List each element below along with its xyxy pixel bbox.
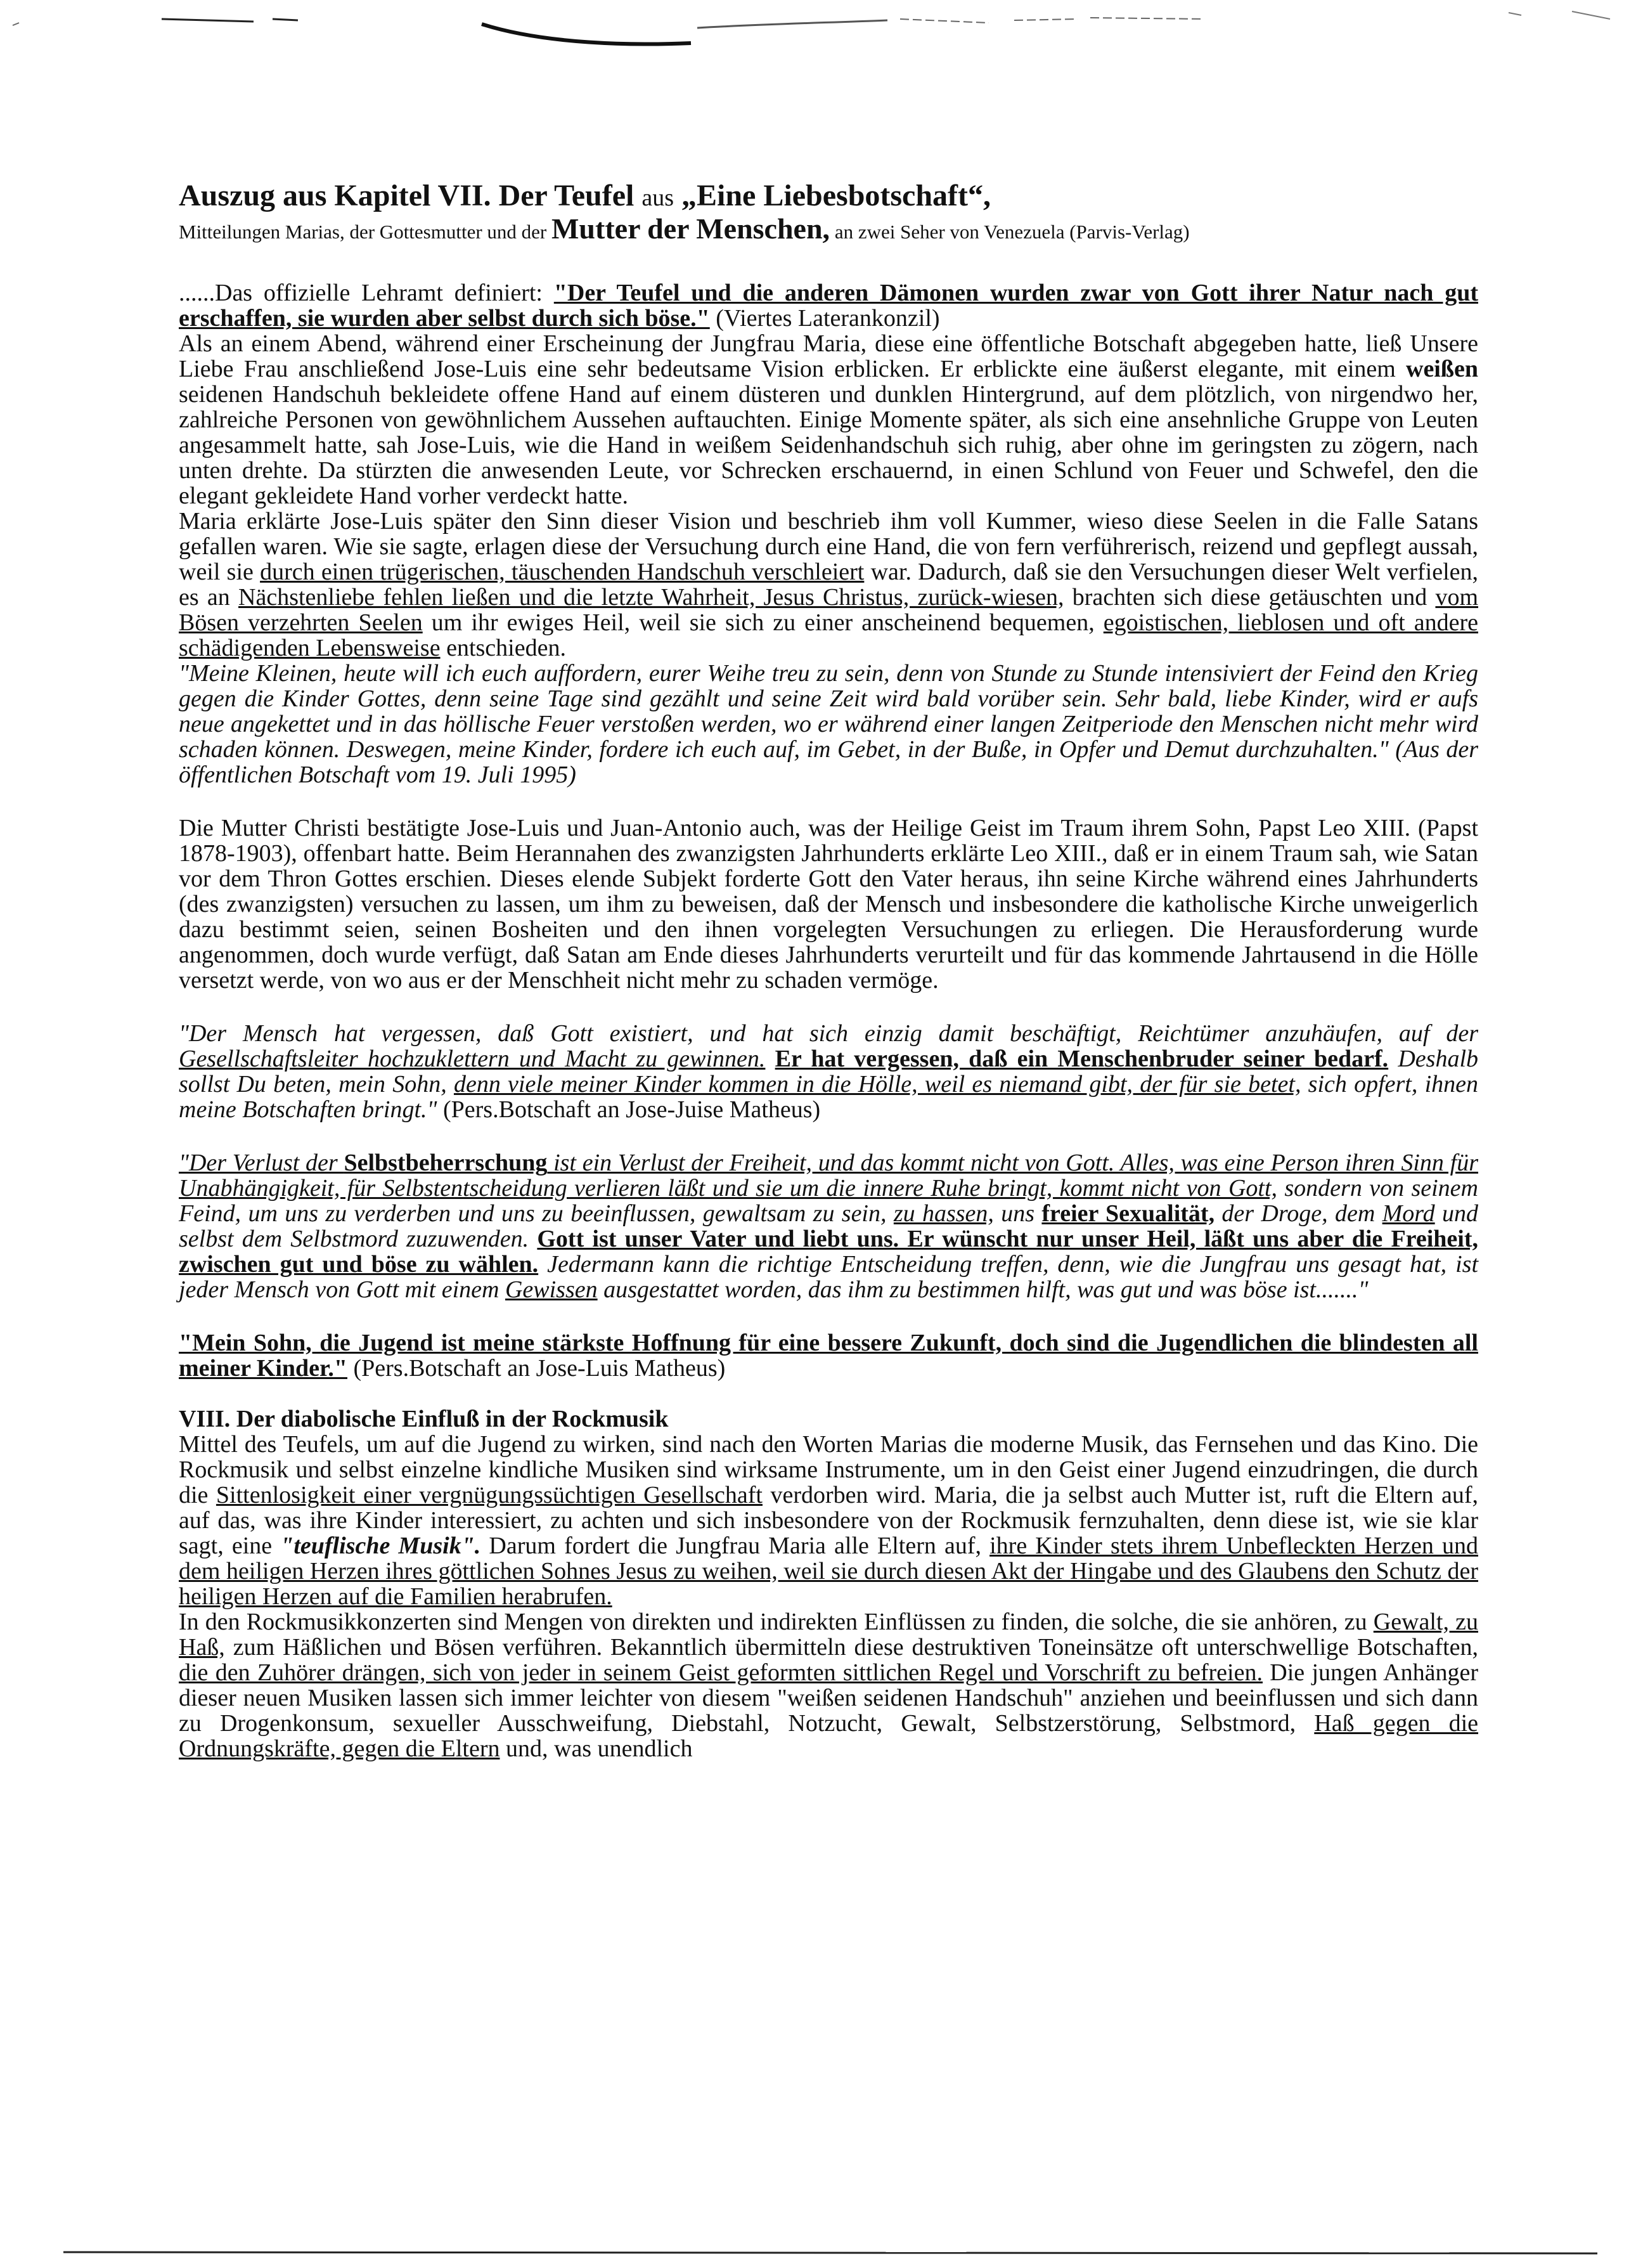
paragraph-konzerte: In den Rockmusikkonzerten sind Mengen von direkten und indirekten Einflüssen zu finden, die solche, die sie anhören, zu Gewalt, zu Haß, zum Häßlichen und Bösen verführen. Bekanntlich übermitteln diese destruktiven Toneinsätze oft unterschwellige Botschaften, die den Zuhörer drängen, sich von jeder in seinem Geist geformten sittlichen Regel und Vorschrift zu befreien. Die jungen Anhänger dieser neuen Musiken lassen sich immer leichter von diesem "weißen seidenen Handschuh" anziehen und beeinflussen und sich dann zu Drogenkonsum, sexueller Ausschweifung, Diebstahl, Notzucht, Gewalt, Selbstzerstörung, Selbstmord, Haß gegen die Ordnungskräfte, gegen die Eltern und, was unendlich: [179, 1609, 1479, 1762]
paragraph-leo-xiii: Die Mutter Christi bestätigte Jose-Luis und Juan-Antonio auch, was der Heilige Geist im Traum ihrem Sohn, Papst Leo XIII. (Papst 1878-1903), offenbart hatte. Beim Herannahen des zwanzigsten Jahrhunderts erklärte Leo XIII., daß er in einem Traum sah, wie Satan vor dem Thron Gottes erschien. Dieses elende Subjekt forderte Gott den Vater heraus, ihn seine Kirche während eines Jahrhunderts (des zwanzigsten) versuchen zu lassen, um ihm zu beweisen, daß der Mensch und insbesondere die katholische Kirche unweigerlich dazu bestimmt seien, seinen Bosheiten und den ihnen vorgelegten Versuchungen zu erliegen. Die Herausforderung wurde angenommen, doch wurde verfügt, daß Satan am Ende dieses Jahrhunderts verurteilt und für das kommende Jahrtausend in die Hölle versetzt werde, von wo aus er der Menschheit nicht mehr zu schaden vermöge.: [179, 815, 1478, 994]
paragraph-lehramt: ......Das offizielle Lehramt definiert: "Der Teufel und die anderen Dämonen wurden zwar von Gott ihrer Natur nach gut erschaffen, sie wurden aber selbst durch sich böse." (Viertes Laterankonzil): [179, 280, 1478, 332]
title-prefix: Auszug aus Kapitel VII. Der Teufel: [179, 179, 635, 212]
section-heading-viii: VIII. Der diabolische Einfluß in der Rockmusik: [179, 1406, 669, 1432]
paragraph-selbstbeherrschung: "Der Verlust der Selbstbeherrschung ist ein Verlust der Freiheit, und das kommt nicht von Gott. Alles, was eine Person ihren Sinn für Unabhängigkeit, für Selbstentscheidung verlieren läßt und sie um die innere Ruhe bringt, kommt nicht von Gott, sondern von seinem Feind, um uns zu verderben und uns zu beeinflussen, gewaltsam zu sein, zu hassen, uns freier Sexualität, der Droge, dem Mord und selbst dem Selbstmord zuzuwenden. Gott ist unser Vater und liebt uns. Er wünscht nur unser Heil, läßt uns aber die Freiheit, zwischen gut und böse zu wählen. Jedermann kann die richtige Entscheidung treffen, denn, wie die Jungfrau uns gesagt hat, ist jeder Mensch von Gott mit einem Gewissen ausgestattet worden, das ihm zu bestimmen hilft, was gut und was böse ist.......": [179, 1150, 1478, 1303]
title-book: „Eine Liebesbotschaft“,: [681, 179, 991, 212]
paragraph-explanation: Maria erklärte Jose-Luis später den Sinn dieser Vision und beschrieb ihm voll Kummer, wieso diese Seelen in die Falle Satans gefallen waren. Wie sie sagte, erlagen diese der Versuchung durch eine Hand, die von fern verführerisch, reizend und gepflegt aussah, weil sie durch einen trügerischen, täuschenden Handschuh verschleiert war. Dadurch, daß sie den Versuchungen dieser Welt verfielen, es an Nächstenliebe fehlen ließen und die letzte Wahrheit, Jesus Christus, zurück-wiesen, brachten sich diese getäuschten und vom Bösen verzehrten Seelen um ihr ewiges Heil, weil sie sich zu einer anscheinend bequemen, egoistischen, lieblosen und oft andere schädigenden Lebensweise entschieden.: [179, 508, 1479, 661]
scan-edge-bottom: [0, 2238, 1643, 2268]
document-subtitle: Mitteilungen Marias, der Gottesmutter und der Mutter der Menschen, an zwei Seher von Venezuela (Parvis-Verlag): [179, 212, 1190, 245]
paragraph-vision: Als an einem Abend, während einer Erscheinung der Jungfrau Maria, diese eine öffentliche Botschaft abgegeben hatte, ließ Unsere Liebe Frau anschließend Jose-Luis eine sehr bedeutsame Vision erblicken. Er erblickte eine äußerst elegante, mit einem weißen seidenen Handschuh bekleidete offene Hand auf einem düsteren und dunklen Hintergrund, auf dem plötzlich, von nirgendwo her, zahlreiche Personen von gewöhnlichem Aussehen auftauchten. Einige Momente später, als sich eine ansehnliche Gruppe von Leuten angesammelt hatte, sah Jose-Luis, wie die Hand in weißem Seidenhandschuh sich ruhig, aber ohne im geringsten zu zögern, nach unten drehte. Da stürzten die anwesenden Leute, vor Schrecken erschauernd, in einen Schlund von Feuer und Schwefel, den die elegant gekleidete Hand vorher verdeckt hatte.: [179, 330, 1478, 509]
paragraph-message-1995: "Meine Kleinen, heute will ich euch auffordern, eurer Weihe treu zu sein, denn von Stunde zu Stunde intensiviert der Feind den Krieg gegen die Kinder Gottes, denn seine Tage sind gezählt und seine Zeit wird bald vorüber sein. Sehr bald, liebe Kinder, wird er aufs neue angekettet und in das höllische Feuer verstoßen werden, wo er während einer langen Zeitperiode den Menschen nicht mehr wird schaden können. Deswegen, meine Kinder, fordere ich euch auf, im Gebet, in der Buße, in Opfer und Demut durchzuhalten." (Aus der öffentlichen Botschaft vom 19. Juli 1995): [179, 660, 1478, 788]
title-aus: aus: [641, 185, 674, 211]
paragraph-rockmusik: Mittel des Teufels, um auf die Jugend zu wirken, sind nach den Worten Marias die moderne Musik, das Fernsehen und das Kino. Die Rockmusik und selbst einzelne kindliche Musiken sind wirksame Instrumente, um in den Geist einer Jugend einzudringen, die durch die Sittenlosigkeit einer vergnügungssüchtigen Gesellschaft verdorben wird. Maria, die ja selbst auch Mutter ist, ruft die Eltern auf, auf das, was ihre Kinder interessiert, zu achten und sich insbesondere von der Rockmusik fernzuhalten, denn diese ist, wie sie klar sagt, eine "teuflische Musik". Darum fordert die Jungfrau Maria alle Eltern auf, ihre Kinder stets ihrem Unbefleckten Herzen und dem heiligen Herzen ihres göttlichen Sohnes Jesus zu weihen, weil sie durch diesen Akt der Hingabe und des Glaubens den Schutz der heiligen Herzen auf die Familien herabrufen.: [179, 1431, 1478, 1610]
document-body: [179, 179, 1478, 1761]
paragraph-jugend: "Mein Sohn, die Jugend ist meine stärkste Hoffnung für eine bessere Zukunft, doch sind die Jugendlichen die blindesten all meiner Kinder." (Pers.Botschaft an Jose-Luis Matheus): [179, 1330, 1478, 1382]
document-title: [179, 179, 1478, 215]
scan-edge-top: [0, 0, 1643, 63]
paragraph-message-jose-juise: "Der Mensch hat vergessen, daß Gott existiert, und hat sich einzig damit beschäftigt, Reichtümer anzuhäufen, auf der Gesellschaftsleiter hochzuklettern und Macht zu gewinnen. Er hat vergessen, daß ein Menschenbruder seiner bedarf. Deshalb sollst Du beten, mein Sohn, denn viele meiner Kinder kommen in die Hölle, weil es niemand gibt, der für sie betet, sich opfert, ihnen meine Botschaften bringt." (Pers.Botschaft an Jose-Juise Matheus): [179, 1020, 1479, 1123]
